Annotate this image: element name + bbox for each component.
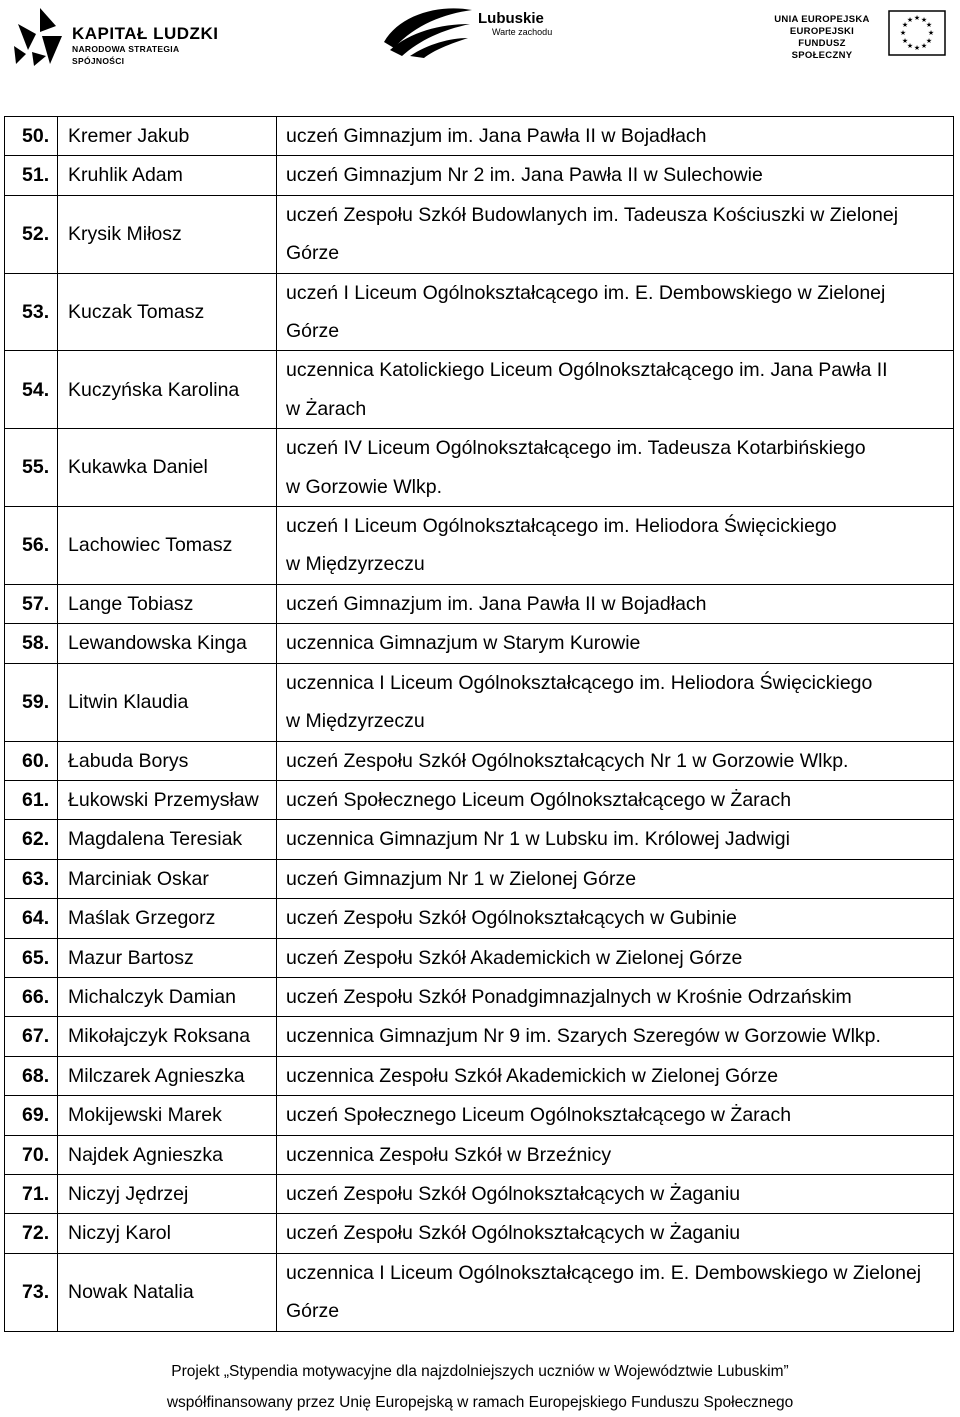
student-name: Niczyj Jędrzej	[58, 1174, 277, 1213]
table-row	[5, 1056, 954, 1095]
table-row	[5, 624, 954, 663]
student-name: Najdek Agnieszka	[58, 1135, 277, 1174]
row-number: 50.	[5, 117, 58, 156]
student-name: Kukawka Daniel	[58, 429, 277, 507]
eu-line-1: UNIA EUROPEJSKA	[774, 14, 870, 25]
student-name: Mazur Bartosz	[58, 938, 277, 977]
svg-text:★: ★	[913, 14, 921, 22]
school-line: uczeń Gimnazjum Nr 1 w Zielonej Górze	[286, 867, 637, 890]
table-row	[5, 117, 954, 156]
school-line: uczennica I Liceum Ogólnokształcącego im. E. Dembowskiego w Zielonej	[286, 1261, 922, 1284]
student-name: Kremer Jakub	[58, 117, 277, 156]
svg-text:★: ★	[925, 21, 933, 29]
student-school	[277, 663, 954, 741]
student-name: Łukowski Przemysław	[58, 780, 277, 819]
school-line: uczennica Gimnazjum w Starym Kurowie	[286, 632, 641, 655]
school-line: w Żarach	[286, 397, 367, 420]
school-line: uczeń Społecznego Liceum Ogólnokształcącego w Żarach	[286, 788, 792, 811]
eu-flag-icon	[888, 10, 946, 56]
school-line: Górze	[286, 1300, 340, 1323]
student-school	[277, 1135, 954, 1174]
svg-text:★: ★	[901, 21, 909, 29]
row-number: 51.	[5, 156, 58, 195]
row-number: 73.	[5, 1253, 58, 1331]
table-row	[5, 195, 954, 273]
student-name: Mikołajczyk Roksana	[58, 1017, 277, 1056]
school-line: uczeń Gimnazjum Nr 2 im. Jana Pawła II w Sulechowie	[286, 164, 763, 187]
student-school	[277, 859, 954, 898]
student-name: Lachowiec Tomasz	[58, 507, 277, 585]
row-number: 70.	[5, 1135, 58, 1174]
school-line: uczeń Gimnazjum im. Jana Pawła II w Bojadłach	[286, 125, 707, 147]
lubuskie-slogan: Warte zachodu	[492, 27, 553, 37]
row-number: 59.	[5, 663, 58, 741]
eu-logo	[768, 10, 948, 70]
student-school	[277, 1174, 954, 1213]
svg-text:★: ★	[906, 42, 914, 50]
footer-funding-line: współfinansowany przez Unię Europejską w ramach Europejskiego Funduszu Społecznego	[166, 1394, 794, 1411]
row-number: 55.	[5, 429, 58, 507]
student-name: Litwin Klaudia	[58, 663, 277, 741]
school-line: uczennica I Liceum Ogólnokształcącego im. Heliodora Święcickiego	[286, 671, 873, 694]
table-row	[5, 429, 954, 507]
school-line: w Międzyrzeczu	[286, 710, 425, 733]
school-line: uczennica Zespołu Szkół w Brzeźnicy	[286, 1143, 612, 1166]
lubuskie-title: Lubuskie	[478, 10, 544, 27]
table-row	[5, 1096, 954, 1135]
table-row	[5, 859, 954, 898]
row-number: 57.	[5, 584, 58, 623]
student-name: Łabuda Borys	[58, 741, 277, 780]
lubuskie-swoosh-icon	[380, 2, 476, 58]
row-number: 58.	[5, 624, 58, 663]
school-line: uczeń I Liceum Ogólnokształcącego im. E. Dembowskiego w Zielonej Górze	[286, 281, 886, 343]
school-line: uczeń Gimnazjum im. Jana Pawła II w Bojadłach	[286, 592, 707, 615]
student-school	[277, 1017, 954, 1056]
school-line: uczeń Zespołu Szkół Ogólnokształcących w Gubinie	[286, 907, 737, 930]
school-line: uczennica Gimnazjum Nr 1 w Lubsku im. Królowej Jadwigi	[286, 828, 790, 851]
svg-text:★: ★	[925, 37, 933, 45]
svg-text:★: ★	[913, 44, 921, 52]
table-row	[5, 741, 954, 780]
row-number: 67.	[5, 1017, 58, 1056]
school-line: uczeń Zespołu Szkół Akademickich w Zielonej Górze	[286, 946, 743, 969]
student-school	[277, 117, 954, 156]
eu-line-2: EUROPEJSKI	[789, 26, 855, 37]
row-number: 60.	[5, 741, 58, 780]
table-row	[5, 507, 954, 585]
student-school	[277, 195, 954, 273]
student-school	[277, 780, 954, 819]
student-school	[277, 351, 954, 429]
student-name: Lange Tobiasz	[58, 584, 277, 623]
student-name: Maślak Grzegorz	[58, 899, 277, 938]
student-school	[277, 624, 954, 663]
row-number: 61.	[5, 780, 58, 819]
student-school	[277, 584, 954, 623]
page-footer	[0, 1362, 960, 1413]
student-school	[277, 429, 954, 507]
svg-text:★: ★	[920, 42, 928, 50]
lubuskie-logo	[380, 2, 560, 62]
student-school	[277, 1096, 954, 1135]
student-school	[277, 1214, 954, 1253]
school-line: uczeń Zespołu Szkół Ogólnokształcących w Żaganiu	[286, 1182, 741, 1205]
kapital-ludzki-title: KAPITAŁ LUDZKI	[72, 24, 219, 43]
row-number: 52.	[5, 195, 58, 273]
student-name: Kuczyńska Karolina	[58, 351, 277, 429]
school-line: uczeń Zespołu Szkół Ogólnokształcących w Żaganiu	[286, 1222, 741, 1245]
student-name: Milczarek Agnieszka	[58, 1056, 277, 1095]
footer-project-line: Projekt „Stypendia motywacyjne dla najzdolniejszych uczniów w Województwie Lubuskim”	[171, 1363, 789, 1380]
student-school	[277, 507, 954, 585]
school-line: Górze	[286, 242, 340, 265]
student-name: Kuczak Tomasz	[58, 273, 277, 351]
table-row	[5, 156, 954, 195]
school-line: uczeń Zespołu Szkół Ogólnokształcących Nr 1 w Gorzowie Wlkp.	[286, 749, 849, 772]
eu-text	[768, 14, 876, 62]
row-number: 65.	[5, 938, 58, 977]
student-school	[277, 977, 954, 1016]
table-row	[5, 273, 954, 351]
table-row	[5, 1135, 954, 1174]
student-name: Mokijewski Marek	[58, 1096, 277, 1135]
row-number: 56.	[5, 507, 58, 585]
table-row	[5, 663, 954, 741]
row-number: 64.	[5, 899, 58, 938]
school-line: w Gorzowie Wlkp.	[286, 475, 443, 498]
svg-text:★: ★	[906, 16, 914, 24]
table-row	[5, 584, 954, 623]
row-number: 53.	[5, 273, 58, 351]
row-number: 54.	[5, 351, 58, 429]
school-line: w Międzyrzeczu	[286, 553, 425, 576]
student-name: Magdalena Teresiak	[58, 820, 277, 859]
row-number: 71.	[5, 1174, 58, 1213]
table-row	[5, 977, 954, 1016]
school-line: uczeń IV Liceum Ogólnokształcącego im. Tadeusza Kotarbińskiego	[286, 437, 866, 460]
row-number: 69.	[5, 1096, 58, 1135]
svg-text:★: ★	[899, 29, 907, 37]
school-line: uczennica Katolickiego Liceum Ogólnokształcącego im. Jana Pawła II	[286, 359, 888, 382]
row-number: 72.	[5, 1214, 58, 1253]
student-school	[277, 273, 954, 351]
svg-text:★: ★	[901, 37, 909, 45]
school-line: uczeń Społecznego Liceum Ogólnokształcącego w Żarach	[286, 1104, 792, 1127]
row-number: 66.	[5, 977, 58, 1016]
table-row	[5, 820, 954, 859]
table-row	[5, 899, 954, 938]
table-row	[5, 1174, 954, 1213]
student-name: Michalczyk Damian	[58, 977, 277, 1016]
row-number: 62.	[5, 820, 58, 859]
student-school	[277, 899, 954, 938]
page-header	[0, 0, 960, 80]
school-line: uczennica Gimnazjum Nr 9 im. Szarych Szeregów w Gorzowie Wlkp.	[286, 1025, 881, 1048]
student-school	[277, 1253, 954, 1331]
table-row	[5, 1253, 954, 1331]
student-name: Niczyj Karol	[58, 1214, 277, 1253]
student-school	[277, 820, 954, 859]
table-row	[5, 780, 954, 819]
school-line: uczeń Zespołu Szkół Ponadgimnazjalnych w Krośnie Odrzańskim	[286, 985, 852, 1008]
student-name: Nowak Natalia	[58, 1253, 277, 1331]
table-row	[5, 1017, 954, 1056]
row-number: 63.	[5, 859, 58, 898]
table-body	[5, 117, 954, 1332]
table-row	[5, 1214, 954, 1253]
school-line: uczeń Zespołu Szkół Budowlanych im. Tadeusza Kościuszki w Zielonej	[286, 203, 899, 226]
table-row	[5, 351, 954, 429]
student-school	[277, 938, 954, 977]
scholarship-list-table	[4, 116, 954, 1332]
row-number: 68.	[5, 1056, 58, 1095]
eu-line-3: FUNDUSZ SPOŁECZNY	[791, 38, 853, 61]
kapital-ludzki-emblem-icon	[12, 6, 68, 68]
student-school	[277, 1056, 954, 1095]
kapital-ludzki-logo	[12, 6, 222, 68]
school-line: uczeń I Liceum Ogólnokształcącego im. Heliodora Święcickiego	[286, 515, 837, 538]
student-school	[277, 741, 954, 780]
svg-text:★: ★	[920, 16, 928, 24]
student-school	[277, 156, 954, 195]
student-name: Kruhlik Adam	[58, 156, 277, 195]
svg-text:★: ★	[927, 29, 935, 37]
student-name: Lewandowska Kinga	[58, 624, 277, 663]
kapital-ludzki-subtitle: NARODOWA STRATEGIA SPÓJNOŚCI	[72, 44, 180, 66]
table-row	[5, 938, 954, 977]
school-line: uczennica Zespołu Szkół Akademickich w Zielonej Górze	[286, 1064, 779, 1087]
student-name: Marciniak Oskar	[58, 859, 277, 898]
student-name: Krysik Miłosz	[58, 195, 277, 273]
